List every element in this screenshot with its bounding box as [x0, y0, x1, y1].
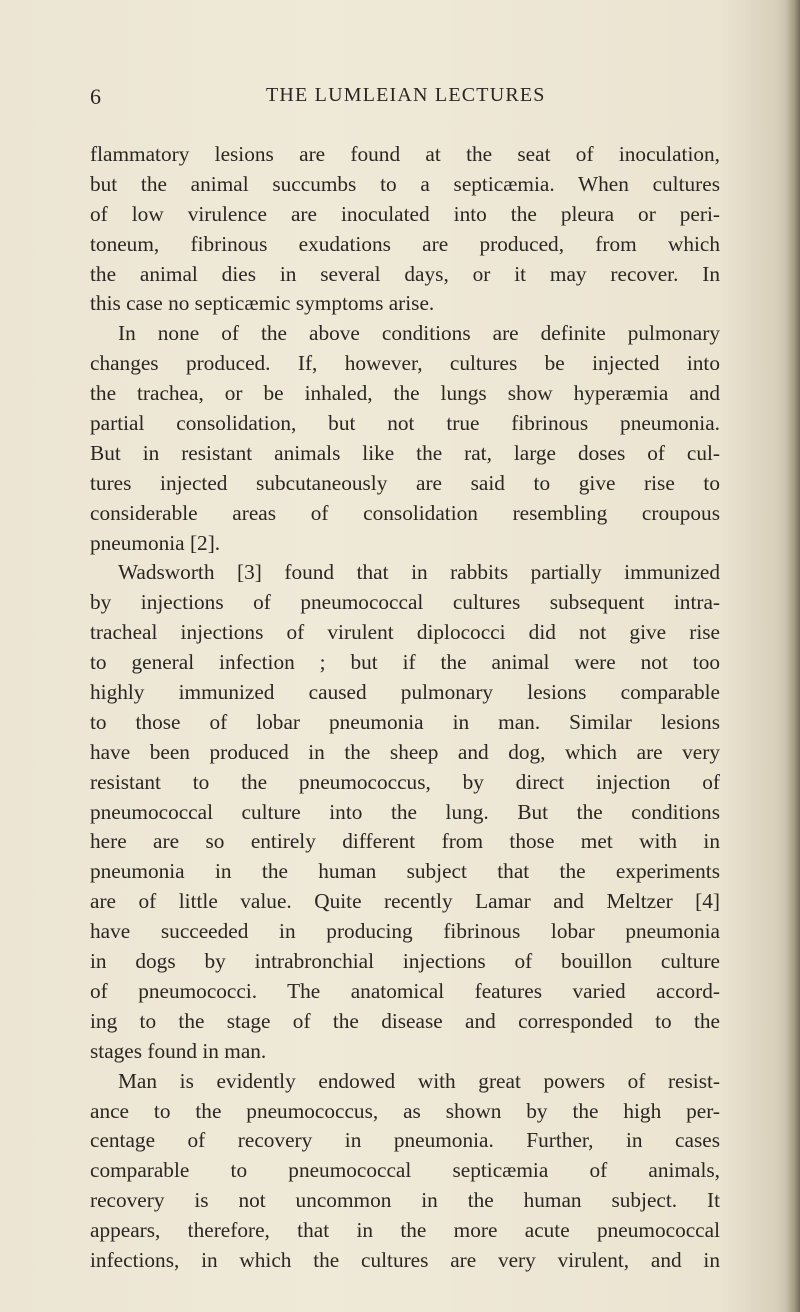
text-line: have been produced in the sheep and dog, which are very — [90, 739, 720, 764]
text-line: partial consolidation, but not true fibrinous pneumonia. — [90, 411, 720, 436]
text-line: flammatory lesions are found at the seat of inoculation, — [90, 142, 720, 166]
text-line: tures injected subcutaneously are said to give rise to — [90, 470, 720, 495]
text-line: centage of recovery in pneumonia. Further, in cases — [90, 1128, 720, 1153]
text-line: In none of the above conditions are definite pulmonary — [118, 321, 720, 346]
text-line: ance to the pneumococcus, as shown by the high per- — [90, 1098, 720, 1123]
text-line: but the animal succumbs to a septicæmia. When cultures — [90, 171, 720, 196]
text-line: infections, in which the cultures are very virulent, and in — [90, 1247, 720, 1272]
text-line: pneumonia in the human subject that the experiments — [90, 859, 720, 884]
text-line: resistant to the pneumococcus, by direct injection of — [90, 769, 720, 794]
text-line: appears, therefore, that in the more acute pneumococcal — [90, 1218, 720, 1243]
text-line: pneumonia [2]. — [90, 530, 221, 555]
text-line: tracheal injections of virulent diplococci did not give rise — [90, 620, 720, 645]
text-line: the trachea, or be inhaled, the lungs show hyperæmia and — [90, 381, 720, 406]
text-line: But in resistant animals like the rat, large doses of cul- — [90, 440, 720, 465]
text-line: of low virulence are inoculated into the pleura or peri- — [90, 201, 720, 226]
page-edge-shadow — [786, 0, 800, 1312]
text-line: Wadsworth [3] found that in rabbits partially immunized — [118, 560, 720, 585]
text-line: ing to the stage of the disease and corresponded to the — [90, 1008, 720, 1033]
text-line: Man is evidently endowed with great powers of resist- — [118, 1068, 720, 1093]
text-line: comparable to pneumococcal septicæmia of animals, — [90, 1158, 720, 1183]
page-header — [90, 84, 720, 114]
body-text — [90, 140, 720, 1276]
page-number: 6 — [90, 84, 102, 109]
text-line: changes produced. If, however, cultures be injected into — [90, 351, 720, 376]
text-line: the animal dies in several days, or it may recover. In — [90, 261, 720, 286]
text-line: to those of lobar pneumonia in man. Similar lesions — [90, 709, 720, 734]
text-line: pneumococcal culture into the lung. But the conditions — [90, 799, 720, 824]
text-line: to general infection ; but if the animal were not too — [90, 650, 720, 675]
text-line: this case no septicæmic symptoms arise. — [90, 291, 435, 316]
text-line: recovery is not uncommon in the human subject. It — [90, 1188, 720, 1213]
text-line: of pneumococci. The anatomical features varied accord- — [90, 978, 720, 1003]
text-line: are of little value. Quite recently Lamar and Meltzer [4] — [90, 889, 720, 914]
text-line: by injections of pneumococcal cultures subsequent intra- — [90, 590, 720, 615]
running-head: THE LUMLEIAN LECTURES — [266, 84, 546, 106]
text-line: considerable areas of consolidation resembling croupous — [90, 500, 720, 525]
text-line: toneum, fibrinous exudations are produced, from which — [90, 231, 720, 256]
text-line: have succeeded in producing fibrinous lobar pneumonia — [90, 919, 720, 944]
text-line: in dogs by intrabronchial injections of bouillon culture — [90, 949, 720, 974]
text-line: here are so entirely different from those met with in — [90, 829, 720, 854]
text-line: highly immunized caused pulmonary lesions comparable — [90, 680, 720, 705]
text-line: stages found in man. — [90, 1038, 267, 1063]
